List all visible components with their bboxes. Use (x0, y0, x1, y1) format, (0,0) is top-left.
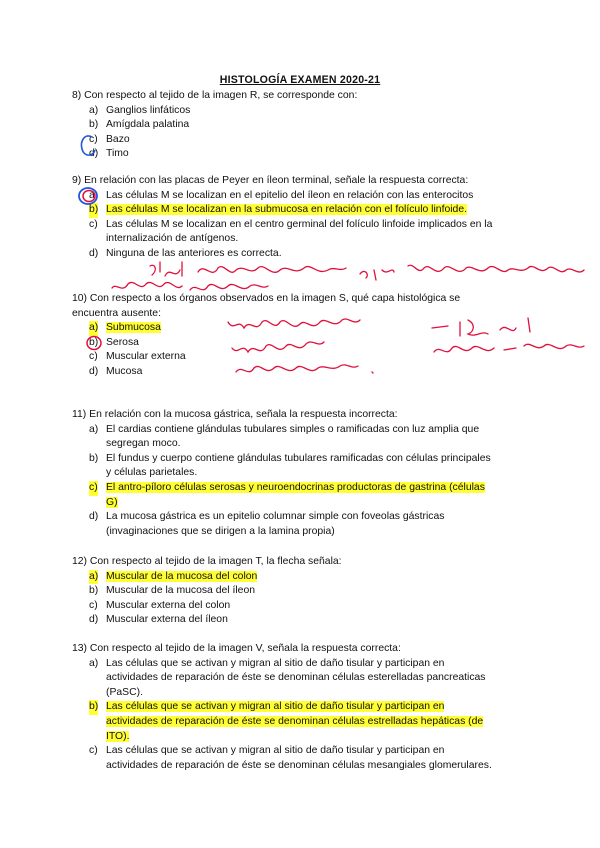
question-stem: 12) Con respecto al tejido de la imagen T, la flecha señala: (72, 556, 342, 567)
option-letter: c) (89, 481, 98, 496)
option-b (72, 700, 532, 744)
handwriting-q9 (112, 262, 584, 290)
option-text: Muscular de la mucosa del colon (106, 570, 258, 582)
question-10 (72, 292, 532, 380)
option-text-cont: actividades de reparación de éste se denominan células mesangiales glomerulares. (106, 759, 492, 771)
option-letter: c) (89, 133, 98, 145)
option-a (72, 657, 532, 701)
question-8 (72, 89, 532, 162)
option-text: Ninguna de las anteriores es correcta. (106, 247, 282, 259)
option-a (72, 189, 532, 204)
option-b (72, 336, 532, 351)
option-text: Las células que se activan y migran al sitio de daño tisular y participan en (106, 701, 445, 713)
option-text: El fundus y cuerpo contiene glándulas tubulares ramificadas con células principales (106, 452, 491, 464)
question-stem: 10) Con respecto a los órganos observados en la imagen S, qué capa histológica se (72, 293, 461, 304)
option-text: Muscular externa (106, 351, 186, 363)
option-text-cont: G) (106, 496, 118, 508)
option-letter: c) (89, 351, 98, 363)
option-text: Timo (106, 148, 129, 160)
option-a (72, 104, 532, 119)
option-letter: d) (89, 247, 99, 259)
option-a (72, 423, 532, 452)
option-letter: a) (89, 570, 98, 585)
question-stem-cont: encuentra ausente: (72, 307, 161, 319)
option-b (72, 452, 532, 481)
option-text: Bazo (106, 133, 130, 145)
option-c (72, 481, 532, 510)
option-c (72, 218, 532, 247)
option-letter: c) (89, 599, 98, 611)
question-stem: 9) En relación con las placas de Peyer en íleon terminal, señale la respuesta correcta: (72, 175, 469, 186)
option-text: Amígdala palatina (106, 119, 190, 131)
option-text-cont: (invaginaciones que se dirigen a la lamina propia) (106, 525, 335, 537)
option-letter: c) (89, 745, 98, 757)
option-text-cont: actividades de reparación de éste se denominan células estrelladas hepáticas (de (106, 715, 484, 727)
option-text: Las células M se localizan en la submucosa en relación con el folículo linfoide. (106, 204, 467, 216)
option-letter: d) (89, 511, 99, 523)
option-d (72, 147, 532, 162)
option-letter: b) (89, 585, 99, 597)
question-13 (72, 642, 532, 773)
option-text-cont: ITO). (106, 730, 130, 742)
option-text: Las células M se localizan en el centro germinal del folículo linfoide implicados en la (106, 218, 493, 230)
option-c (72, 350, 532, 365)
option-text: Las células que se activan y migran al sitio de daño tisular y participan en (106, 745, 445, 757)
option-letter: a) (89, 104, 99, 116)
option-letter: b) (89, 203, 98, 218)
option-d (72, 613, 532, 628)
option-text: Mucosa (106, 365, 143, 377)
option-letter: a) (89, 321, 98, 336)
option-a (72, 321, 532, 336)
option-a (72, 570, 532, 585)
option-text: Muscular externa del íleon (106, 614, 228, 626)
question-stem: 11) En relación con la mucosa gástrica, señala la respuesta incorrecta: (72, 409, 398, 420)
question-stem: 8) Con respecto al tejido de la imagen R, se corresponde con: (72, 90, 358, 101)
option-letter: d) (89, 148, 99, 160)
option-text-cont: y células parietales. (106, 467, 198, 479)
option-text: Muscular externa del colon (106, 599, 231, 611)
option-letter: d) (89, 614, 99, 626)
option-c (72, 133, 532, 148)
option-text: Serosa (106, 336, 139, 348)
exam-title: HISTOLOGÍA EXAMEN 2020-21 (219, 74, 381, 86)
option-letter: b) (89, 700, 98, 715)
question-11 (72, 408, 532, 539)
option-b (72, 203, 532, 218)
option-text-cont: (PaSC). (106, 686, 143, 698)
option-c (72, 599, 532, 614)
option-text: Muscular de la mucosa del íleon (106, 585, 256, 597)
option-text: El antro-píloro células serosas y neuroendocrinas productoras de gastrina (células (106, 481, 485, 493)
question-12 (72, 555, 532, 628)
option-c (72, 744, 532, 773)
option-letter: b) (89, 336, 99, 348)
option-d (72, 247, 532, 262)
option-letter: c) (89, 218, 98, 230)
option-letter: b) (89, 119, 99, 131)
option-text-cont: segregan moco. (106, 438, 181, 450)
option-text-cont: internalización de antígenos. (106, 233, 239, 245)
option-b (72, 118, 532, 133)
option-letter: a) (89, 423, 99, 435)
option-text: Submucosa (106, 322, 161, 334)
option-b (72, 584, 532, 599)
option-letter: a) (89, 189, 99, 201)
question-stem: 13) Con respecto al tejido de la imagen V, señala la respuesta correcta: (72, 643, 401, 654)
option-letter: b) (89, 452, 99, 464)
option-text: Las células M se localizan en el epitelio del íleon en relación con las enterocitos (106, 189, 474, 201)
option-text-cont: actividades de reparación de éste se denominan células esterelladas pancreaticas (106, 672, 486, 684)
option-letter: a) (89, 657, 99, 669)
option-text: Las células que se activan y migran al sitio de daño tisular y participan en (106, 657, 445, 669)
option-text: Ganglios linfáticos (106, 104, 191, 116)
option-text: El cardias contiene glándulas tubulares simples o ramificadas con luz amplia que (106, 423, 480, 435)
option-letter: d) (89, 365, 99, 377)
option-d (72, 510, 532, 539)
option-text: La mucosa gástrica es un epitelio columnar simple con foveolas gástricas (106, 511, 445, 523)
option-d (72, 365, 532, 380)
question-9 (72, 174, 532, 262)
